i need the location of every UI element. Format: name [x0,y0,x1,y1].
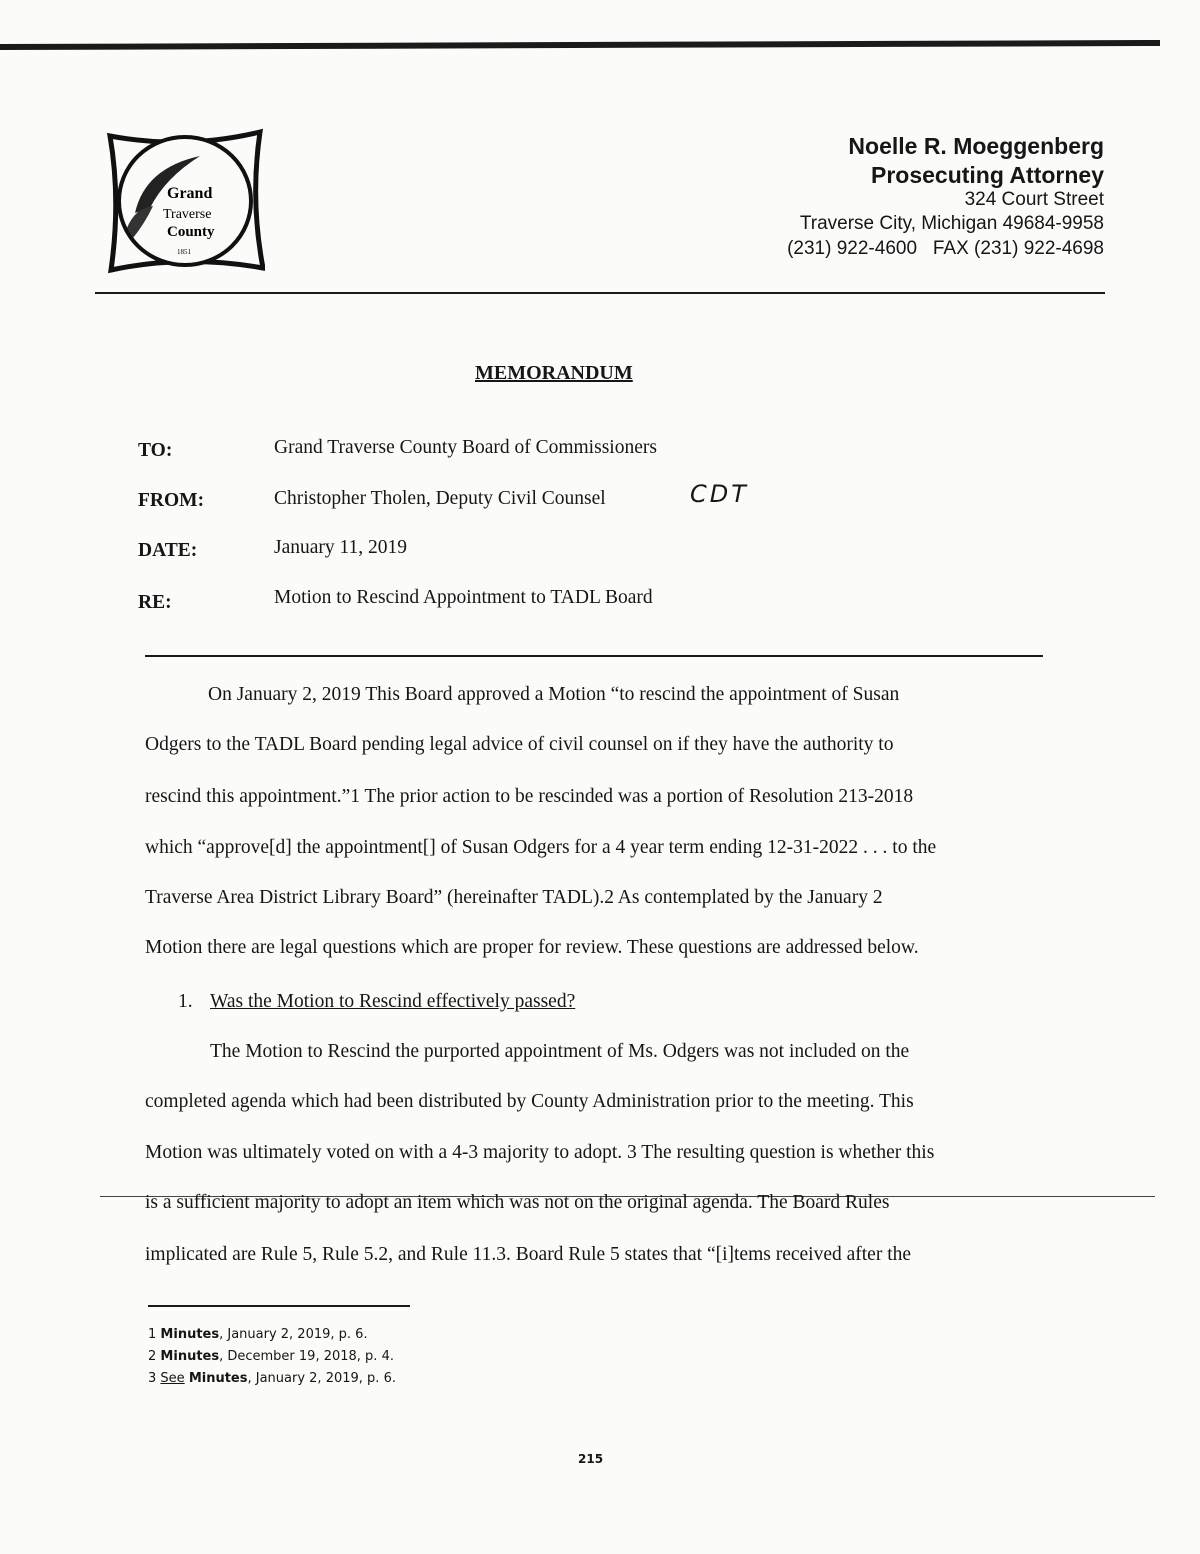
date-label: DATE: [138,540,198,561]
footnote-rule [148,1305,410,1307]
footnote-number: 2 [148,1349,157,1364]
footnote-source: Minutes [188,1371,248,1386]
phone-fax [787,238,1104,260]
logo-text-traverse: Traverse [163,207,212,222]
to-value: Grand Traverse County Board of Commissioners [274,437,657,458]
body-line: which “approve[d] the appointment[] of Susan Odgers for a 4 year term ending 12-31-2022 . . . to the [145,837,937,858]
attorney-title: Prosecuting Attorney [870,162,1104,188]
footnote-2 [148,1349,394,1364]
footnote-source: Minutes [160,1327,220,1342]
phone: (231) 922-4600 [787,238,918,259]
address-city: Traverse City, Michigan 49684-9958 [799,213,1104,234]
handwritten-initials: CDT [690,480,749,508]
footnote-detail: , January 2, 2019, p. 6. [247,1371,396,1386]
header-divider [145,655,1043,657]
footnote-3 [148,1371,396,1386]
fax: FAX (231) 922-4698 [932,238,1104,259]
re-label: RE: [138,592,172,613]
footnote-signal: See [160,1371,185,1386]
footnote-source: Minutes [160,1349,220,1364]
body-line: implicated are Rule 5, Rule 5.2, and Rule 11.3. Board Rule 5 states that “[i]tems received after the [145,1244,912,1265]
top-rule [0,40,1160,50]
footnote-detail: , December 19, 2018, p. 4. [219,1349,394,1364]
body-line: rescind this appointment.”1 The prior action to be rescinded was a portion of Resolution 213-2018 [145,786,914,807]
letterhead-rule [95,292,1105,294]
re-value: Motion to Rescind Appointment to TADL Board [274,587,653,608]
from-label: FROM: [138,490,205,511]
body-line: Odgers to the TADL Board pending legal advice of civil counsel on if they have the authority to [145,734,894,755]
footnote-number: 3 [148,1371,157,1386]
from-value: Christopher Tholen, Deputy Civil Counsel [274,488,606,509]
item-heading: Was the Motion to Rescind effectively passed? [210,991,576,1012]
address-street: 324 Court Street [964,189,1104,210]
attorney-name: Noelle R. Moeggenberg [848,133,1104,159]
memo-heading: MEMORANDUM [475,362,633,384]
footnote-number: 1 [148,1327,157,1342]
body-line: Motion was ultimately voted on with a 4-3 majority to adopt. 3 The resulting question is whether this [145,1142,935,1163]
body-line: The Motion to Rescind the purported appointment of Ms. Odgers was not included on the [210,1041,910,1062]
body-line: On January 2, 2019 This Board approved a Motion “to rescind the appointment of Susan [208,684,900,705]
body-line: Traverse Area District Library Board” (hereinafter TADL).2 As contemplated by the January 2 [145,887,883,908]
page-number: 215 [578,1452,604,1466]
county-logo [105,128,265,273]
logo-text-county: County [167,224,215,240]
footnote-1 [148,1327,368,1342]
body-line: Motion there are legal questions which are proper for review. These questions are addressed below. [145,937,919,958]
body-line: completed agenda which had been distributed by County Administration prior to the meeting. This [145,1091,914,1112]
item-number: 1. [178,991,193,1012]
to-label: TO: [138,440,173,461]
body-line: is a sufficient majority to adopt an item which was not on the original agenda. The Board Rules [145,1192,890,1213]
logo-text-grand: Grand [167,185,213,202]
logo-text-year: 1851 [177,248,191,256]
date-value: January 11, 2019 [274,537,408,558]
footnote-detail: , January 2, 2019, p. 6. [219,1327,368,1342]
